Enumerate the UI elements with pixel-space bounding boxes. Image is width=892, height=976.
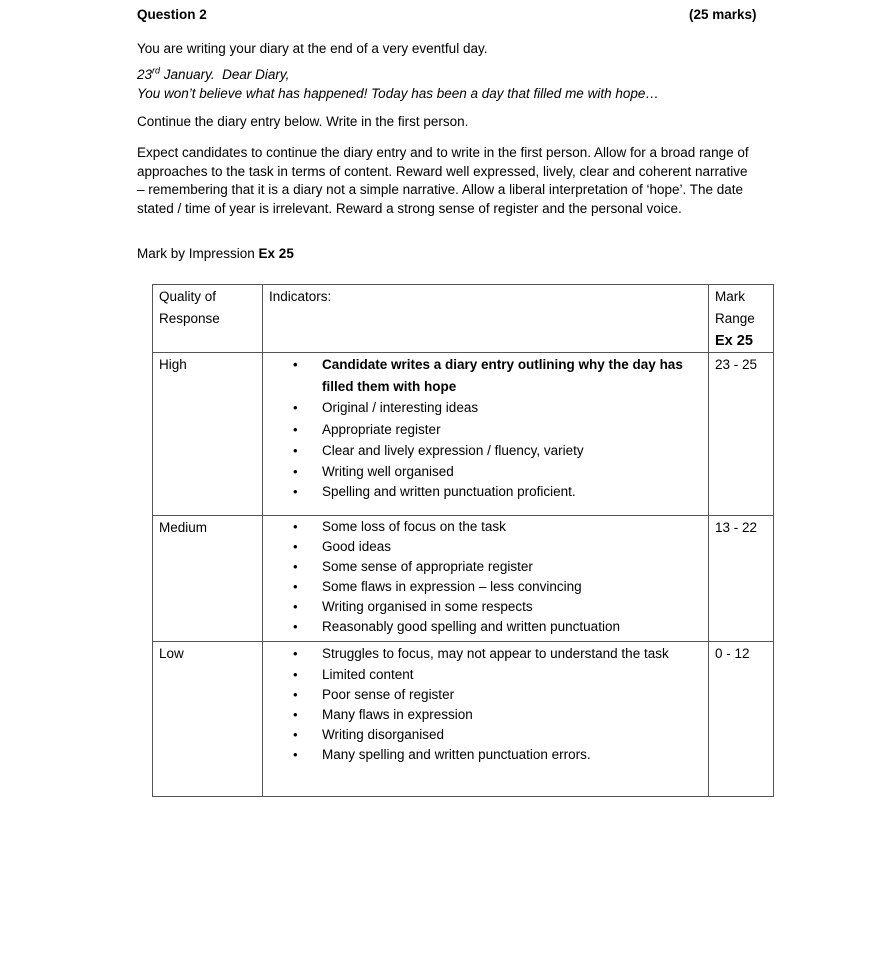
quality-label: Medium [159,520,208,535]
prompt-date [137,67,289,82]
indicator-item: • Writing organised in some respects [315,597,702,617]
quality-label: High [159,357,187,372]
indicator-item: • Some loss of focus on the task [315,517,702,537]
indicator-item: • Some flaws in expression – less convincing [315,577,702,597]
guidance-text: Expect candidates to continue the diary entry and to write in the first person. Allow for a broad range of approaches to the task in terms of content. Reward well expressed, lively, clear and coherent narrative – remembering that it is a diary not a simple narrative. Allow a liberal interpretation of ‘hope’. The date stated / time of year is irrelevant. Reward a strong sense of register and the personal voice. [137,145,749,216]
date-suffix: rd [152,65,161,76]
indicator-item: • Spelling and written punctuation proficient. [315,482,702,502]
table-row [153,516,774,642]
prompt-diary-line: You won’t believe what has happened! Today has been a day that filled me with hope… [137,86,659,101]
indicator-list [269,353,702,502]
header-mark-range [709,285,774,353]
header-quality-line1: Quality of [159,289,217,304]
indicator-item: • Original / interesting ideas [315,397,702,419]
quality-cell [153,642,263,797]
range-cell [709,642,774,797]
indicator-list [269,642,702,765]
range-value: 23 - 25 [715,357,758,372]
table-row [153,642,774,797]
indicator-list [269,516,702,637]
indicator-item: • Clear and lively expression / fluency, variety [315,440,702,462]
quality-label: Low [159,646,184,661]
indicator-item: • Candidate writes a diary entry outlining why the day has filled them with hope [315,354,702,397]
range-value: 0 - 12 [715,646,750,661]
header-mark-line3: Ex 25 [715,333,753,349]
question-title: Question 2 [137,7,207,22]
indicator-item: • Struggles to focus, may not appear to understand the task [315,643,702,665]
range-value: 13 - 22 [715,520,758,535]
prompt-instruction: Continue the diary entry below. Write in the first person. [137,114,469,129]
indicator-item: • Reasonably good spelling and written punctuation [315,617,702,637]
indicators-cell [263,642,709,797]
marking-table [152,284,774,797]
header-indicators [263,285,709,353]
mark-by-impression [137,246,294,261]
mark-by-prefix: Mark by Impression [137,246,259,261]
quality-cell [153,353,263,516]
header-quality-line2: Response [159,311,220,326]
date-rest: January. Dear Diary, [160,67,290,82]
indicator-item: • Writing well organised [315,462,702,482]
header-mark-line1: Mark [715,289,745,304]
header-mark-line2: Range [715,311,755,326]
table-row [153,353,774,516]
date-day: 23 [137,67,153,82]
range-cell [709,516,774,642]
quality-cell [153,516,263,642]
range-cell [709,353,774,516]
indicator-item: • Appropriate register [315,419,702,441]
indicator-item: • Poor sense of register [315,685,702,705]
indicator-item: • Many spelling and written punctuation errors. [315,745,702,765]
indicator-item: • Good ideas [315,537,702,557]
table-header-row [153,285,774,353]
header-quality [153,285,263,353]
indicator-item: • Writing disorganised [315,725,702,745]
indicators-cell [263,353,709,516]
prompt-intro: You are writing your diary at the end of a very eventful day. [137,41,488,56]
indicator-item: • Many flaws in expression [315,705,702,725]
indicator-item: • Limited content [315,665,702,685]
mark-by-value: Ex 25 [258,246,294,261]
indicator-item: • Some sense of appropriate register [315,557,702,577]
header-indicators-label: Indicators: [269,289,332,304]
question-marks: (25 marks) [689,7,757,22]
indicators-cell [263,516,709,642]
